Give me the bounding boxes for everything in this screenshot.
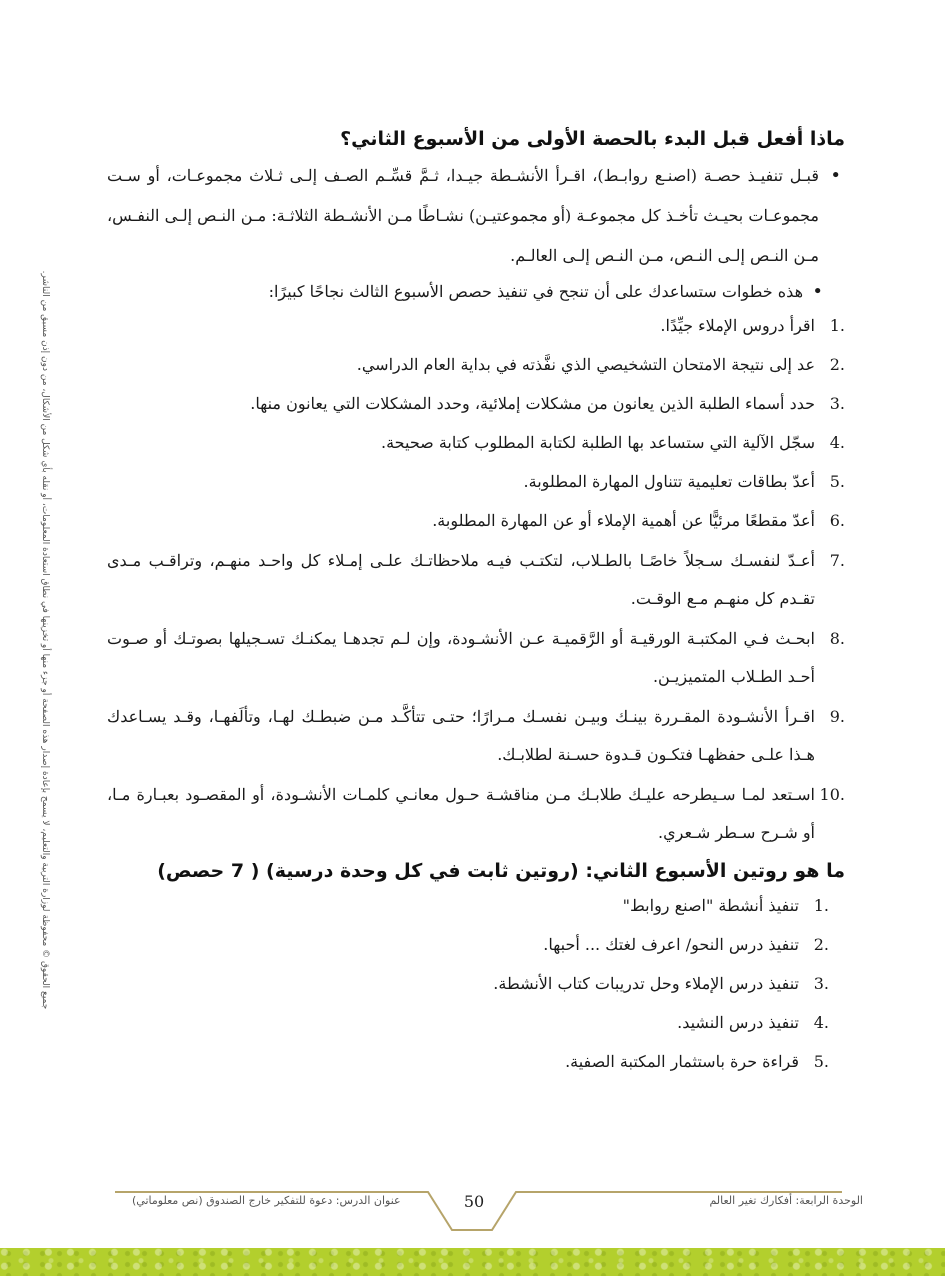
step-item bbox=[107, 542, 845, 618]
routine-item bbox=[107, 1044, 845, 1079]
step-number: 10. bbox=[819, 785, 845, 804]
copyright-side-note: جميع الحقوق © محفوظة لوزارة التربية والتعليم، لا يسمح بإعادة إصدار هذه الصفحة أو جزء منها أو تخزينها في نطاق استعادة المعلومات، أو نقله بأي شكل من الأشكال، من دون إذن مسبق من الناشر. bbox=[40, 270, 50, 1010]
step-item bbox=[107, 620, 845, 696]
footer-lesson-title: عنوان الدرس: دعوة للتفكير خارج الصندوق (نص معلوماتي) bbox=[132, 1194, 401, 1207]
step-number: 4. bbox=[813, 1013, 829, 1032]
footer-frame bbox=[0, 1140, 945, 1240]
step-item bbox=[107, 503, 845, 538]
step-text: قراءة حرة باستثمار المكتبة الصفية. bbox=[565, 1052, 799, 1071]
step-number: 4. bbox=[829, 433, 845, 452]
step-text: أعـدّ لنفسـك سـجلاً خاصًـا بالطـلاب، لتكتـب فيـه ملاحظاتـك علـى إمـلاء كل واحـد منهـم، وتراقـب مـدى تقـدم كل منهـم مـع الوقـت. bbox=[107, 551, 815, 608]
step-text: اقـرأ الأنشـودة المقـررة بينـك وبيـن نفسـك مـرارًا؛ حتـى تتأكَّـد مـن ضبطـك لهـا، وتألَفهـا، وقـد يسـاعدك هـذا علـى حفظهـا فتكـون قـدوة حسـنة لطلابـك. bbox=[107, 707, 815, 764]
step-item bbox=[107, 347, 845, 382]
step-number: 3. bbox=[829, 394, 845, 413]
section1-title: ماذا أفعل قبل البدء بالحصة الأولى من الأسبوع الثاني؟ bbox=[340, 128, 845, 150]
page-number: 50 bbox=[463, 1192, 485, 1211]
section2-title: ما هو روتين الأسبوع الثاني: (روتين ثابت في كل وحدة درسية) ( 7 حصص) bbox=[157, 860, 845, 882]
step-text: تنفيذ درس الإملاء وحل تدريبات كتاب الأنشطة. bbox=[493, 974, 799, 993]
step-item bbox=[107, 776, 845, 852]
step-text: ابحـث فـي المكتبـة الورقيـة أو الرَّقميـة عـن الأنشـودة، وإن لـم تجدهـا يمكنـك تسـجيلها بصوتـك أو صـوت أحـد الطـلاب المتميزيـن. bbox=[107, 629, 815, 686]
step-text: عد إلى نتيجة الامتحان التشخيصي الذي نفَّذته في بداية العام الدراسي. bbox=[356, 355, 815, 374]
routine-item bbox=[107, 966, 845, 1001]
step-item bbox=[107, 425, 845, 460]
routine-item bbox=[107, 1005, 845, 1040]
step-text: تنفيذ درس النحو/ اعرف لغتك ... أحبها. bbox=[543, 935, 799, 954]
step-number: 7. bbox=[829, 551, 845, 570]
step-number: 1. bbox=[829, 316, 845, 335]
routine-item bbox=[107, 888, 845, 923]
decorative-bottom-band bbox=[0, 1248, 945, 1276]
step-text: أعدّ بطاقات تعليمية تتناول المهارة المطلوبة. bbox=[523, 472, 815, 491]
step-text: تنفيذ درس النشيد. bbox=[677, 1013, 799, 1032]
step-number: 6. bbox=[829, 511, 845, 530]
step-number: 5. bbox=[813, 1052, 829, 1071]
step-number: 9. bbox=[829, 707, 845, 726]
bullet-item: • قبـل تنفيـذ حصـة (اصنـع روابـط)، اقـرأ الأنشـطة جيـدا، ثـمَّ قسِّـم الصـف إلـى ثـلاث مجموعـات، أو سـت مجموعـات بحيـث تأخـذ كل مجموعـة (أو مجموعتيـن) نشـاطًا مـن الأنشـطة الثلاثـة: مـن النـص إلـى النفـس، مـن النـص إلـى النـص، مـن النـص إلـى العالـم. bbox=[107, 156, 845, 276]
step-number: 1. bbox=[813, 896, 829, 915]
step-number: 2. bbox=[813, 935, 829, 954]
step-number: 8. bbox=[829, 629, 845, 648]
step-number: 2. bbox=[829, 355, 845, 374]
section1-steps bbox=[107, 308, 845, 852]
bullet-item: • هذه خطوات ستساعدك على أن تنجح في تنفيذ حصص الأسبوع الثالث نجاحًا كبيرًا: bbox=[107, 276, 845, 308]
page-content bbox=[107, 122, 845, 1083]
step-text: تنفيذ أنشطة "اصنع روابط" bbox=[622, 896, 799, 915]
step-text: حدد أسماء الطلبة الذين يعانون من مشكلات إملائية، وحدد المشكلات التي يعانون منها. bbox=[250, 394, 815, 413]
step-item bbox=[107, 698, 845, 774]
routine-item bbox=[107, 927, 845, 962]
step-text: اسـتعد لمـا سـيطرحه عليـك طلابـك مـن مناقشـة حـول معانـي كلمـات الأنشـودة، أو المقصـود بعبـارة مـا، أو شـرح سـطر شـعري. bbox=[107, 785, 815, 842]
footer-unit-title: الوحدة الرابعة: أفكارك تغير العالم bbox=[709, 1194, 863, 1207]
step-item bbox=[107, 308, 845, 343]
step-text: اقرأ دروس الإملاء جيِّدًا. bbox=[660, 316, 815, 335]
step-text: سجّل الآلية التي ستساعد بها الطلبة لكتابة المطلوب كتابة صحيحة. bbox=[381, 433, 815, 452]
step-item bbox=[107, 464, 845, 499]
step-text: أعدّ مقطعًا مرئيًّا عن أهمية الإملاء أو عن المهارة المطلوبة. bbox=[432, 511, 815, 530]
step-item bbox=[107, 386, 845, 421]
step-number: 5. bbox=[829, 472, 845, 491]
section1-bullets bbox=[107, 156, 845, 308]
section2-steps bbox=[107, 888, 845, 1079]
step-number: 3. bbox=[813, 974, 829, 993]
